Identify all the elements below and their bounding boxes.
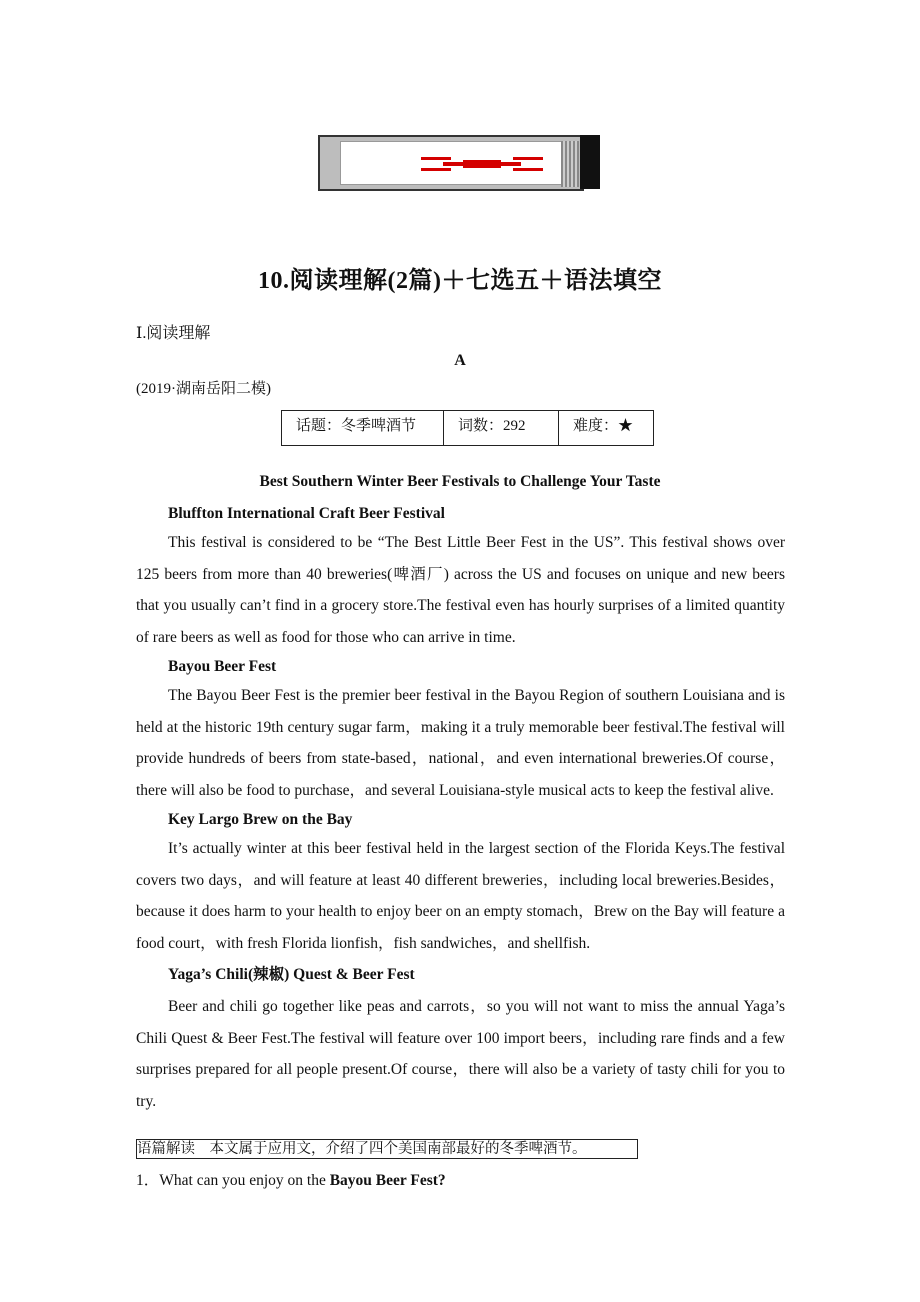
passage-summary: 语篇解读 本文属于应用文，介绍了四个美国南部最好的冬季啤酒节。 [136,1139,638,1159]
section-heading: Bluffton International Craft Beer Festival [168,505,445,522]
banner-inner [340,141,565,185]
question-text: 1．What can you enjoy on the [136,1172,330,1189]
section-paragraph: Beer and chili go together like peas and carrots，so you will not want to miss the annual Yaga’s Chili Quest & Beer Fest.The festival will feature over 100 import beers，including rare finds and a few surprises prepared for all people present.Of course，there will also be a variety of tasty chili for you to try. [136,998,785,1110]
passage-source: (2019·湖南岳阳二模) [136,381,271,397]
banner-ornament-icon [421,157,543,171]
page-title: 10.阅读理解(2篇)＋七选五＋语法填空 [258,268,662,294]
section-heading: Key Largo Brew on the Bay [168,811,353,828]
section-paragraph: It’s actually winter at this beer festival held in the largest section of the Florida Keys.The festival covers two days，and will feature at least 40 different breweries，including local breweries.Besides，because it does harm to your health to enjoy beer on an empty stomach，Brew on the Bay will feature a food court，with fresh Florida lionfish，fish sandwiches，and shellfish. [136,840,785,952]
section-heading: Bayou Beer Fest [168,658,277,675]
section-paragraph: This festival is considered to be “The Best Little Beer Fest in the US”. This festival shows over 125 beers from more than 40 breweries(啤酒厂) across the US and focuses on unique and new beers that you usually can’t find in a grocery store.The festival even has hourly surprises of a limited quantity of rare beers as well as food for those who can arrive in time. [136,534,785,646]
section-heading: Yaga’s Chili(辣椒) Quest & Beer Fest [168,966,415,983]
meta-words: 词数：292 [444,411,559,446]
meta-topic: 话题：冬季啤酒节 [282,411,444,446]
banner-frame [318,135,584,191]
section-paragraph: The Bayou Beer Fest is the premier beer festival in the Bayou Region of southern Louisiana and is held at the historic 19th century sugar farm，making it a truly memorable beer festival.The festival will provide hundreds of beers from state-based，national，and even international breweries.Of course，there will also be food to purchase，and several Louisiana-style musical acts to keep the festival alive. [136,687,785,799]
passage-meta-table [281,410,654,446]
passage-letter: A [454,352,466,369]
article-title: Best Southern Winter Beer Festivals to Challenge Your Taste [259,473,661,490]
question-1 [136,1168,446,1190]
banner-shadow-bar [580,135,600,189]
article-body [136,500,785,1117]
meta-difficulty: 难度：★ [559,411,654,446]
header-banner [318,135,602,189]
question-emphasis: Bayou Beer Fest? [329,1172,446,1189]
section-label: Ⅰ.阅读理解 [136,325,211,342]
banner-stripe [561,141,579,187]
